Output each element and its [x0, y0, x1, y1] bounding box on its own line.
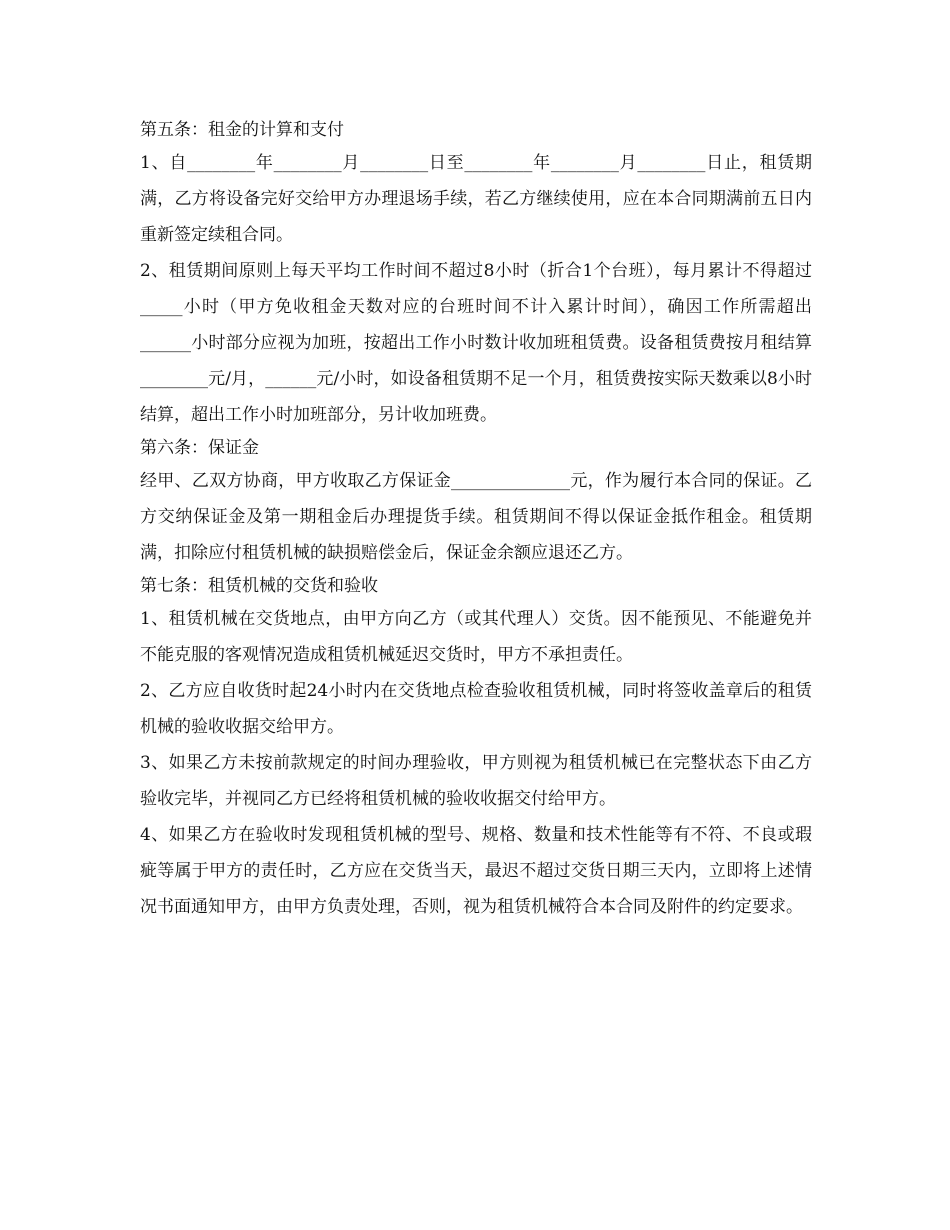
article-5-heading: 第五条：租金的计算和支付	[140, 120, 344, 140]
article-7-clause-3: 3、如果乙方未按前款规定的时间办理验收，甲方则视为租赁机械已在完整状态下由乙方验收完毕，并视同乙方已经将租赁机械的验收收据交付给甲方。	[140, 753, 812, 809]
article-5-clause-2: 2、租赁期间原则上每天平均工作时间不超过8小时（折合1个台班），每月累计不得超过_____小时（甲方免收租金天数对应的台班时间不计入累计时间），确因工作所需超出______小时部分应视为加班，按超出工作小时数计收加班租赁费。设备租赁费按月租结算________元/月，______元/小时，如设备租赁期不足一个月，租赁费按实际天数乘以8小时结算，超出工作小时加班部分，另计收加班费。	[140, 261, 812, 425]
document-body	[140, 115, 812, 925]
article-6-clause-1: 经甲、乙双方协商，甲方收取乙方保证金______________元，作为履行本合同的保证。乙方交纳保证金及第一期租金后办理提货手续。租赁期间不得以保证金抵作租金。租赁期满，扣除应付租赁机械的缺损赔偿金后，保证金余额应退还乙方。	[140, 471, 812, 563]
article-5-clause-1: 1、自________年________月________日至________年________月________日止，租赁期满，乙方将设备完好交给甲方办理退场手续，若乙方继续使用，应在本合同期满前五日内重新签定续租合同。	[140, 153, 812, 245]
article-7-clause-4: 4、如果乙方在验收时发现租赁机械的型号、规格、数量和技术性能等有不符、不良或瑕疵等属于甲方的责任时，乙方应在交货当天，最迟不超过交货日期三天内，立即将上述情况书面通知甲方，由甲方负责处理，否则，视为租赁机械符合本合同及附件的约定要求。	[140, 825, 812, 917]
article-7-heading: 第七条：租赁机械的交货和验收	[140, 576, 378, 596]
article-6-heading: 第六条：保证金	[140, 438, 259, 458]
article-7-clause-2: 2、乙方应自收货时起24小时内在交货地点检查验收租赁机械，同时将签收盖章后的租赁机械的验收收据交给甲方。	[140, 681, 812, 737]
article-7-clause-1: 1、租赁机械在交货地点，由甲方向乙方（或其代理人）交货。因不能预见、不能避免并不能克服的客观情况造成租赁机械延迟交货时，甲方不承担责任。	[140, 609, 812, 665]
